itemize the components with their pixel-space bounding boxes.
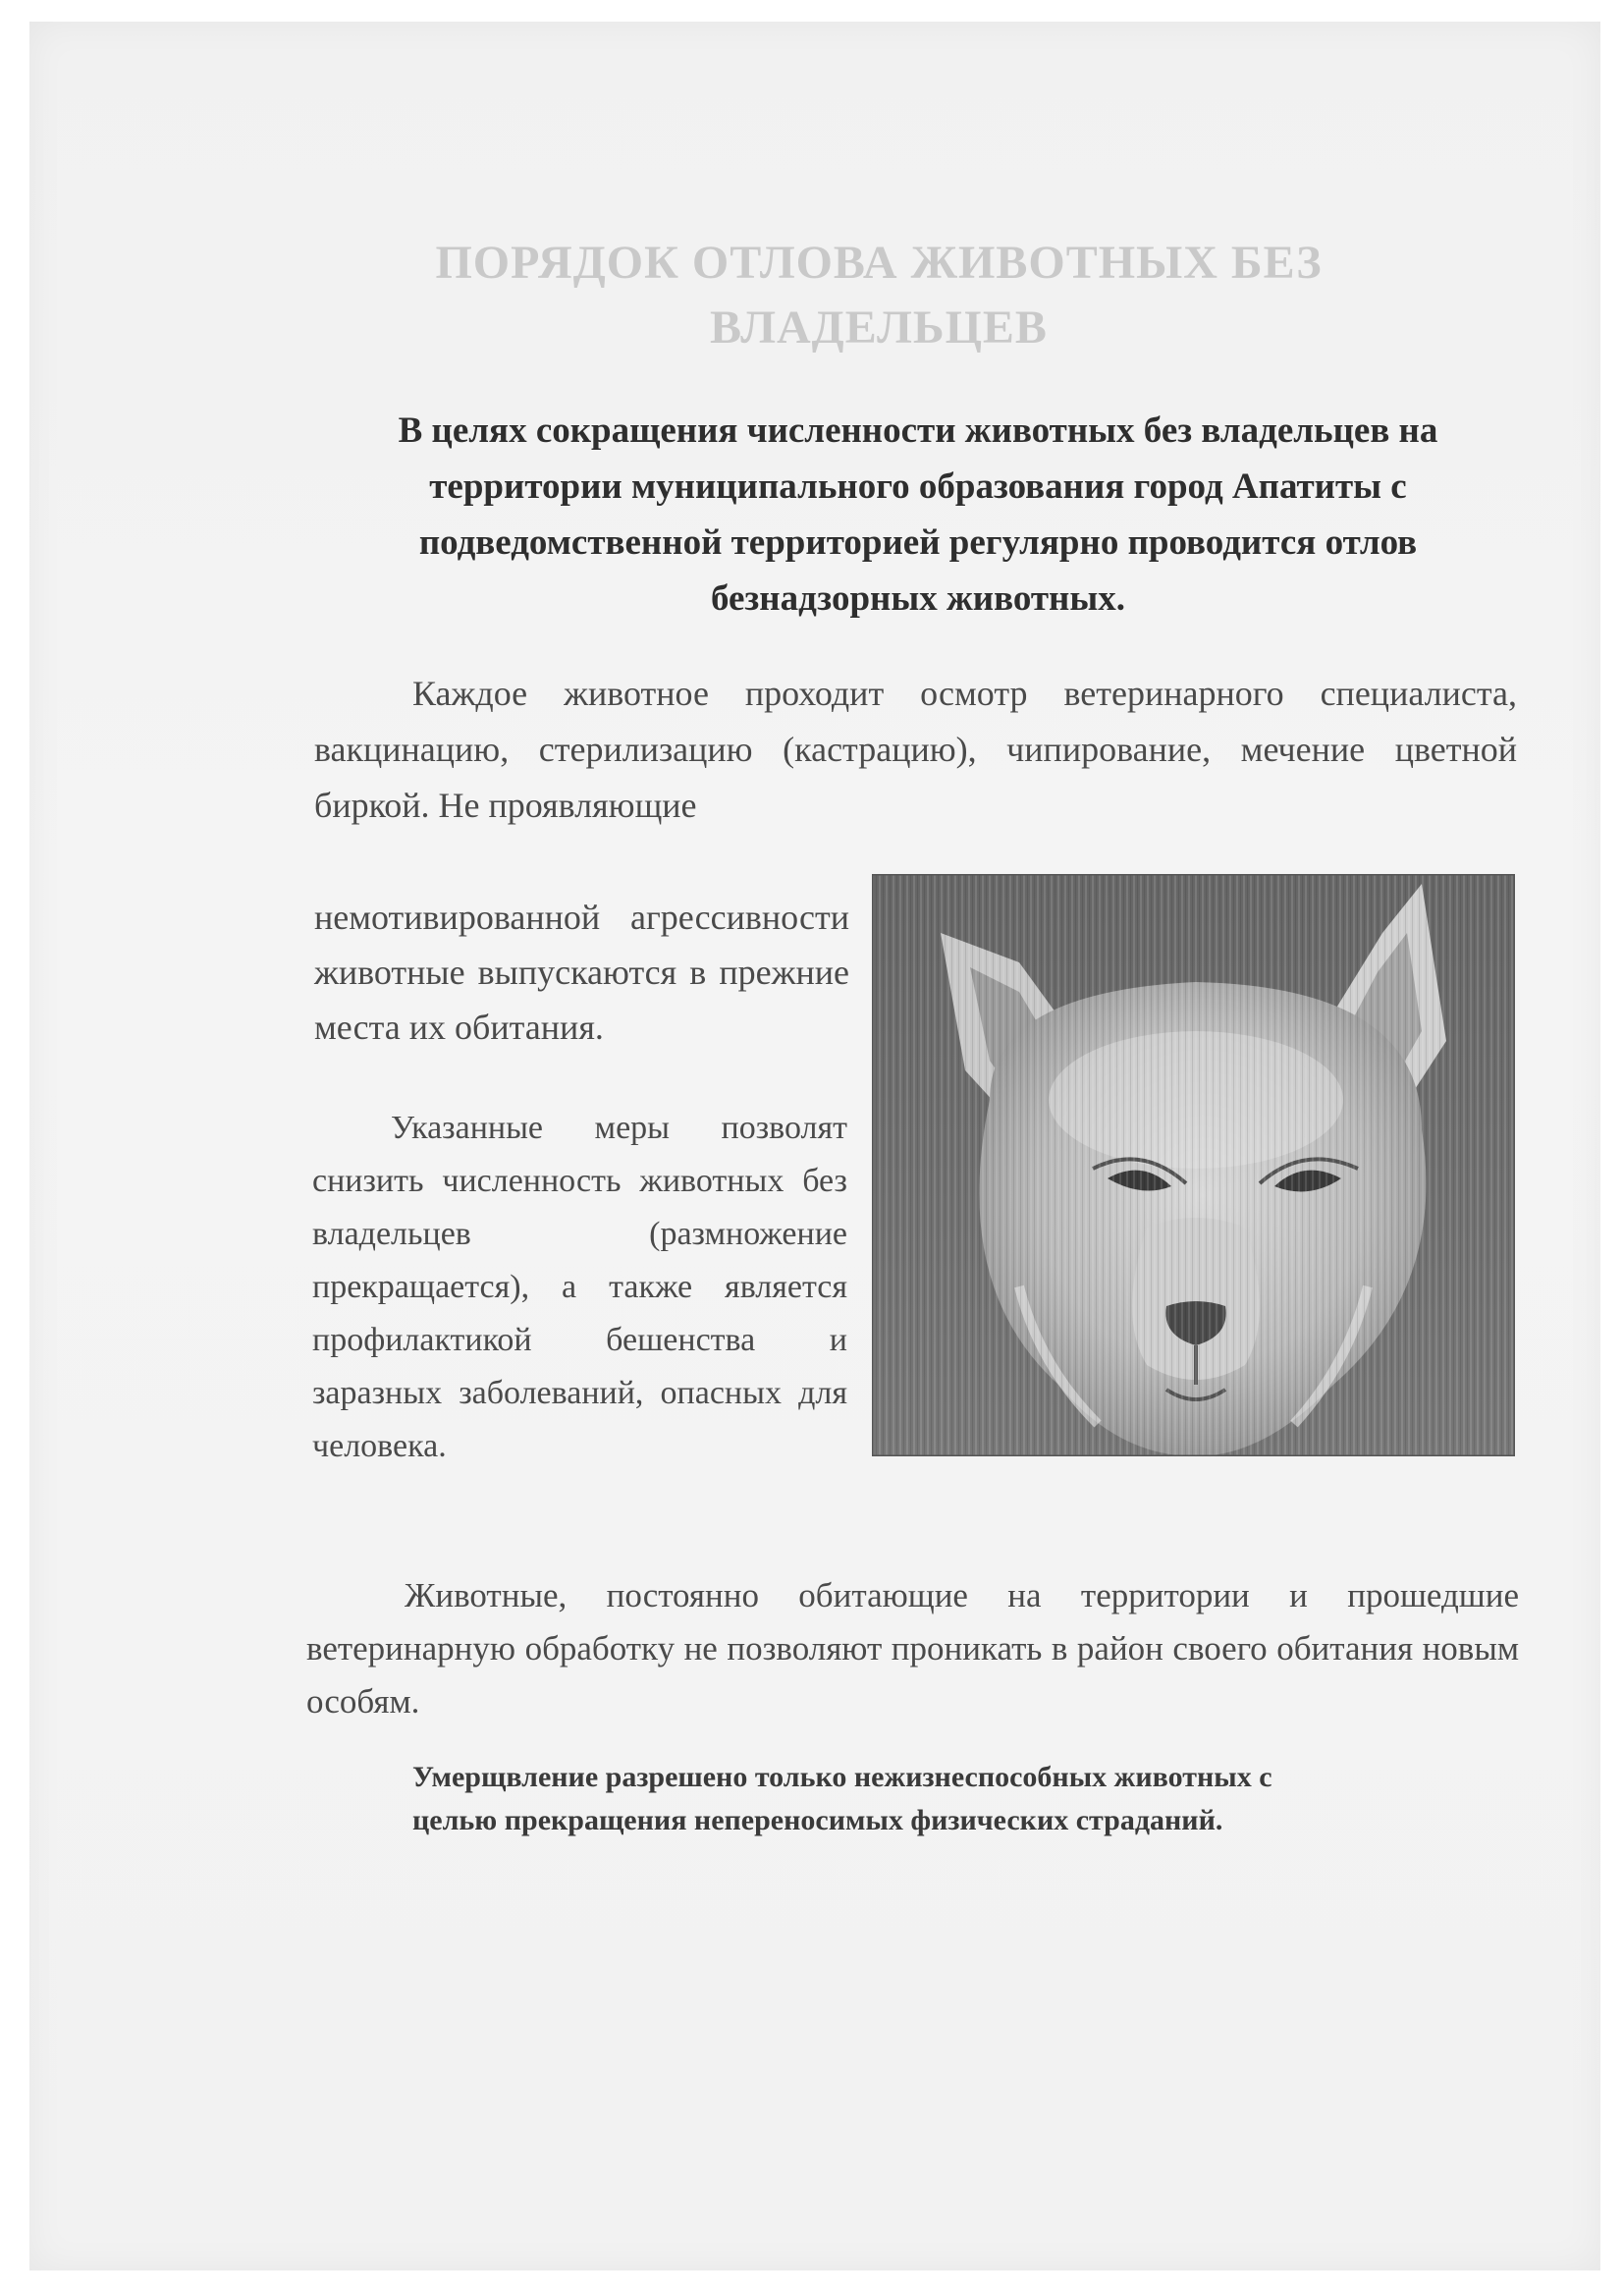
paragraph-procedures-continued: немотивированной агрессивности животные выпускаются в прежние места их обитания. <box>314 898 849 1047</box>
note-line-2: целью прекращения непереносимых физических страданий. <box>412 1804 1223 1836</box>
title-line-1: ПОРЯДОК ОТЛОВА ЖИВОТНЫХ БЕЗ <box>435 237 1323 289</box>
euthanasia-note <box>412 1756 1473 1842</box>
intro-statement: В целях сокращения численности животных без владельцев на территории муниципального образования город Апатиты с подведомственной территорией регулярно проводится отлов безнадзорных животных. <box>398 410 1438 619</box>
note-line-1: Умерщвление разрешено только нежизнеспособных животных с <box>412 1761 1272 1793</box>
paragraph-procedures: Каждое животное проходит осмотр ветеринарного специалиста, вакцинацию, стерилизацию (кастрацию), чипирование, мечение цветной биркой. Не проявляющие <box>314 674 1517 825</box>
document-title <box>324 231 1434 360</box>
paragraph-territory: Животные, постоянно обитающие на территории и прошедшие ветеринарную обработку не позволяют проникать в район своего обитания новым особям. <box>306 1576 1519 1721</box>
title-line-2: ВЛАДЕЛЬЦЕВ <box>710 301 1048 354</box>
paragraph-measures: Указанные меры позволят снизить численность животных без владельцев (размножение прекращается), а также является профилактикой бешенства и заразных заболеваний, опасных для человека. <box>312 1110 847 1464</box>
dog-photo <box>872 874 1515 1456</box>
